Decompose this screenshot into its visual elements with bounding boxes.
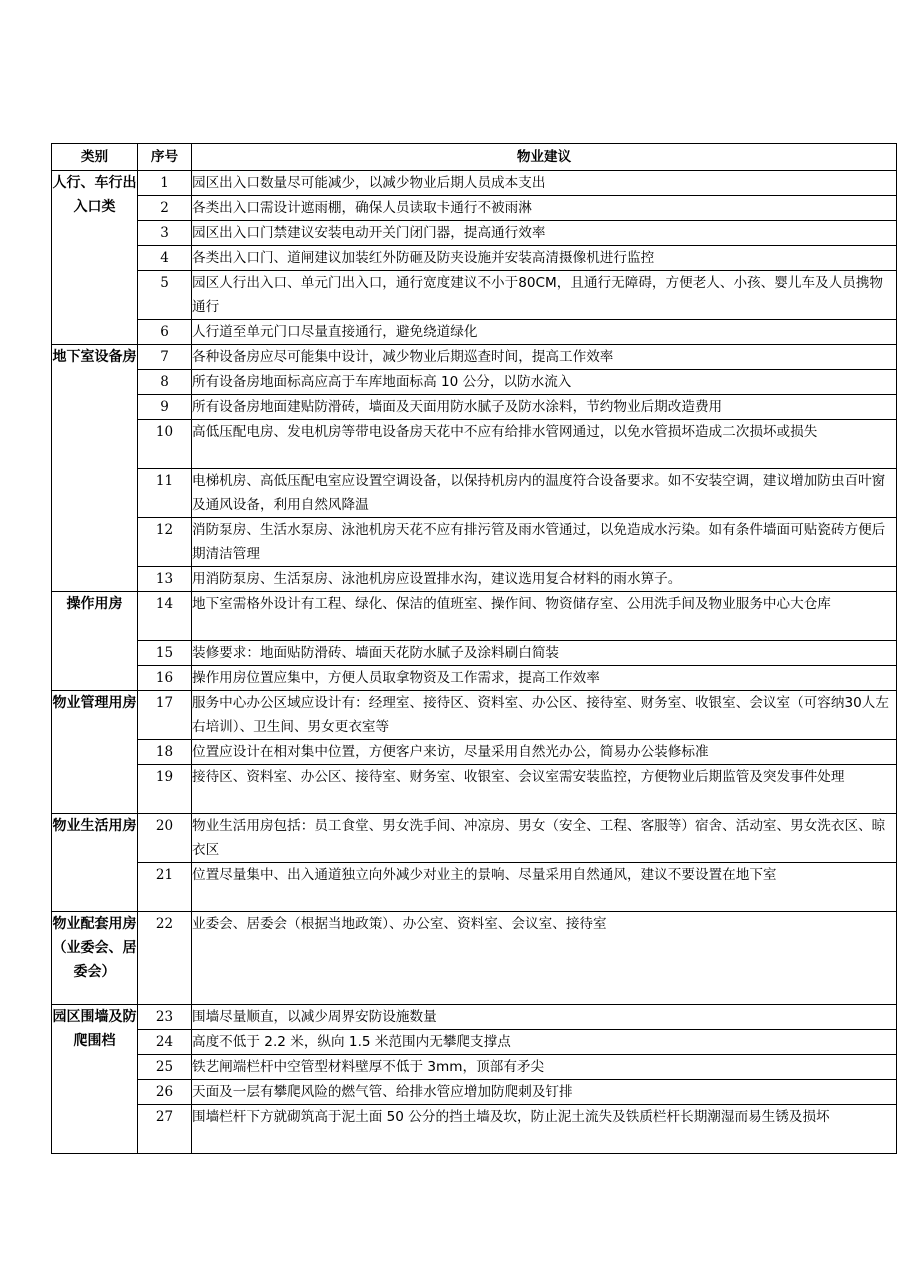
table-row xyxy=(52,320,897,345)
table-row xyxy=(52,345,897,370)
table-row xyxy=(52,395,897,420)
row-number: 19 xyxy=(138,765,192,814)
table-row xyxy=(52,641,897,666)
row-number: 27 xyxy=(138,1105,192,1154)
row-text: 天面及一层有攀爬风险的燃气管、给排水管应增加防爬刺及钉排 xyxy=(192,1080,897,1105)
row-text: 围墙栏杆下方就砌筑高于泥土面 50 公分的挡土墙及坎，防止泥土流失及铁质栏杆长期潮湿而易生锈及损坏 xyxy=(192,1105,897,1154)
category-cell: 操作用房 xyxy=(52,592,138,691)
row-number: 17 xyxy=(138,691,192,740)
row-text: 各种设备房应尽可能集中设计，减少物业后期巡查时间，提高工作效率 xyxy=(192,345,897,370)
row-number: 25 xyxy=(138,1055,192,1080)
row-text: 地下室需格外设计有工程、绿化、保洁的值班室、操作间、物资储存室、公用洗手间及物业服务中心大仓库 xyxy=(192,592,897,641)
row-number: 7 xyxy=(138,345,192,370)
row-number: 4 xyxy=(138,246,192,271)
table-row xyxy=(52,814,897,863)
table-row xyxy=(52,691,897,740)
table-row xyxy=(52,863,897,912)
row-number: 26 xyxy=(138,1080,192,1105)
row-text: 各类出入口需设计遮雨棚，确保人员读取卡通行不被雨淋 xyxy=(192,196,897,221)
row-text: 所有设备房地面标高应高于车库地面标高 10 公分，以防水流入 xyxy=(192,370,897,395)
row-number: 11 xyxy=(138,469,192,518)
row-number: 6 xyxy=(138,320,192,345)
row-text: 用消防泵房、生活泵房、泳池机房应设置排水沟，建议选用复合材料的雨水箅子。 xyxy=(192,567,897,592)
row-text: 位置尽量集中、出入通道独立向外减少对业主的景响、尽量采用自然通风，建议不要设置在地下室 xyxy=(192,863,897,912)
row-number: 15 xyxy=(138,641,192,666)
table-row xyxy=(52,271,897,320)
category-cell: 物业管理用房 xyxy=(52,691,138,814)
header-number: 序号 xyxy=(138,144,192,171)
table-row xyxy=(52,912,897,1005)
table-row xyxy=(52,1030,897,1055)
row-text: 电梯机房、高低压配电室应设置空调设备，以保持机房内的温度符合设备要求。如不安装空调，建议增加防虫百叶窗及通风设备，利用自然风降温 xyxy=(192,469,897,518)
table-row xyxy=(52,221,897,246)
row-text: 园区出入口数量尽可能减少，以减少物业后期人员成本支出 xyxy=(192,171,897,196)
table-row xyxy=(52,765,897,814)
row-text: 各类出入口门、道闸建议加装红外防砸及防夹设施并安装高清摄像机进行监控 xyxy=(192,246,897,271)
row-number: 5 xyxy=(138,271,192,320)
table-row xyxy=(52,518,897,567)
row-text: 围墙尽量顺直，以减少周界安防设施数量 xyxy=(192,1005,897,1030)
row-number: 14 xyxy=(138,592,192,641)
category-cell: 地下室设备房 xyxy=(52,345,138,592)
table-row xyxy=(52,1080,897,1105)
header-category: 类别 xyxy=(52,144,138,171)
row-text: 高度不低于 2.2 米，纵向 1.5 米范围内无攀爬支撑点 xyxy=(192,1030,897,1055)
row-text: 业委会、居委会（根据当地政策）、办公室、资料室、会议室、接待室 xyxy=(192,912,897,1005)
row-number: 12 xyxy=(138,518,192,567)
row-text: 操作用房位置应集中，方便人员取拿物资及工作需求，提高工作效率 xyxy=(192,666,897,691)
recommendation-table xyxy=(51,143,897,1154)
row-text: 服务中心办公区域应设计有：经理室、接待区、资料室、办公区、接待室、财务室、收银室、会议室（可容纳30人左右培训）、卫生间、男女更衣室等 xyxy=(192,691,897,740)
row-number: 8 xyxy=(138,370,192,395)
table-row xyxy=(52,567,897,592)
row-number: 22 xyxy=(138,912,192,1005)
row-number: 13 xyxy=(138,567,192,592)
row-text: 高低压配电房、发电机房等带电设备房天花中不应有给排水管网通过，以免水管损坏造成二次损坏或损失 xyxy=(192,420,897,469)
row-number: 2 xyxy=(138,196,192,221)
row-text: 园区出入口门禁建议安装电动开关门闭门器，提高通行效率 xyxy=(192,221,897,246)
row-text: 位置应设计在相对集中位置，方便客户来访，尽量采用自然光办公，简易办公装修标准 xyxy=(192,740,897,765)
row-number: 20 xyxy=(138,814,192,863)
category-cell: 园区围墙及防爬围档 xyxy=(52,1005,138,1154)
category-cell: 物业配套用房（业委会、居委会） xyxy=(52,912,138,1005)
table-row xyxy=(52,196,897,221)
row-number: 16 xyxy=(138,666,192,691)
table-row xyxy=(52,469,897,518)
table-row xyxy=(52,1005,897,1030)
row-text: 铁艺闸端栏杆中空管型材料壁厚不低于 3mm，顶部有矛尖 xyxy=(192,1055,897,1080)
row-number: 10 xyxy=(138,420,192,469)
table-row xyxy=(52,592,897,641)
row-text: 消防泵房、生活水泵房、泳池机房天花不应有排污管及雨水管通过，以免造成水污染。如有条件墙面可贴瓷砖方便后期清洁管理 xyxy=(192,518,897,567)
header-suggestion: 物业建议 xyxy=(192,144,897,171)
row-text: 园区人行出入口、单元门出入口，通行宽度建议不小于80CM，且通行无障碍，方便老人、小孩、婴儿车及人员携物通行 xyxy=(192,271,897,320)
category-cell: 物业生活用房 xyxy=(52,814,138,912)
row-text: 装修要求：地面贴防滑砖、墙面天花防水腻子及涂料刷白简装 xyxy=(192,641,897,666)
category-cell: 人行、车行出入口类 xyxy=(52,171,138,345)
table-row xyxy=(52,666,897,691)
row-text: 接待区、资料室、办公区、接待室、财务室、收银室、会议室需安装监控，方便物业后期监管及突发事件处理 xyxy=(192,765,897,814)
table-row xyxy=(52,1055,897,1080)
row-number: 9 xyxy=(138,395,192,420)
row-number: 21 xyxy=(138,863,192,912)
row-number: 18 xyxy=(138,740,192,765)
row-number: 24 xyxy=(138,1030,192,1055)
table-row xyxy=(52,370,897,395)
row-number: 23 xyxy=(138,1005,192,1030)
table-row xyxy=(52,246,897,271)
row-text: 人行道至单元门口尽量直接通行，避免绕道绿化 xyxy=(192,320,897,345)
table-row xyxy=(52,1105,897,1154)
row-number: 3 xyxy=(138,221,192,246)
row-number: 1 xyxy=(138,171,192,196)
header-row xyxy=(52,144,897,171)
table-row xyxy=(52,740,897,765)
row-text: 所有设备房地面建贴防滑砖，墙面及天面用防水腻子及防水涂料，节约物业后期改造费用 xyxy=(192,395,897,420)
row-text: 物业生活用房包括：员工食堂、男女洗手间、冲凉房、男女（安全、工程、客服等）宿舍、活动室、男女洗衣区、晾衣区 xyxy=(192,814,897,863)
table-row xyxy=(52,171,897,196)
table-row xyxy=(52,420,897,469)
